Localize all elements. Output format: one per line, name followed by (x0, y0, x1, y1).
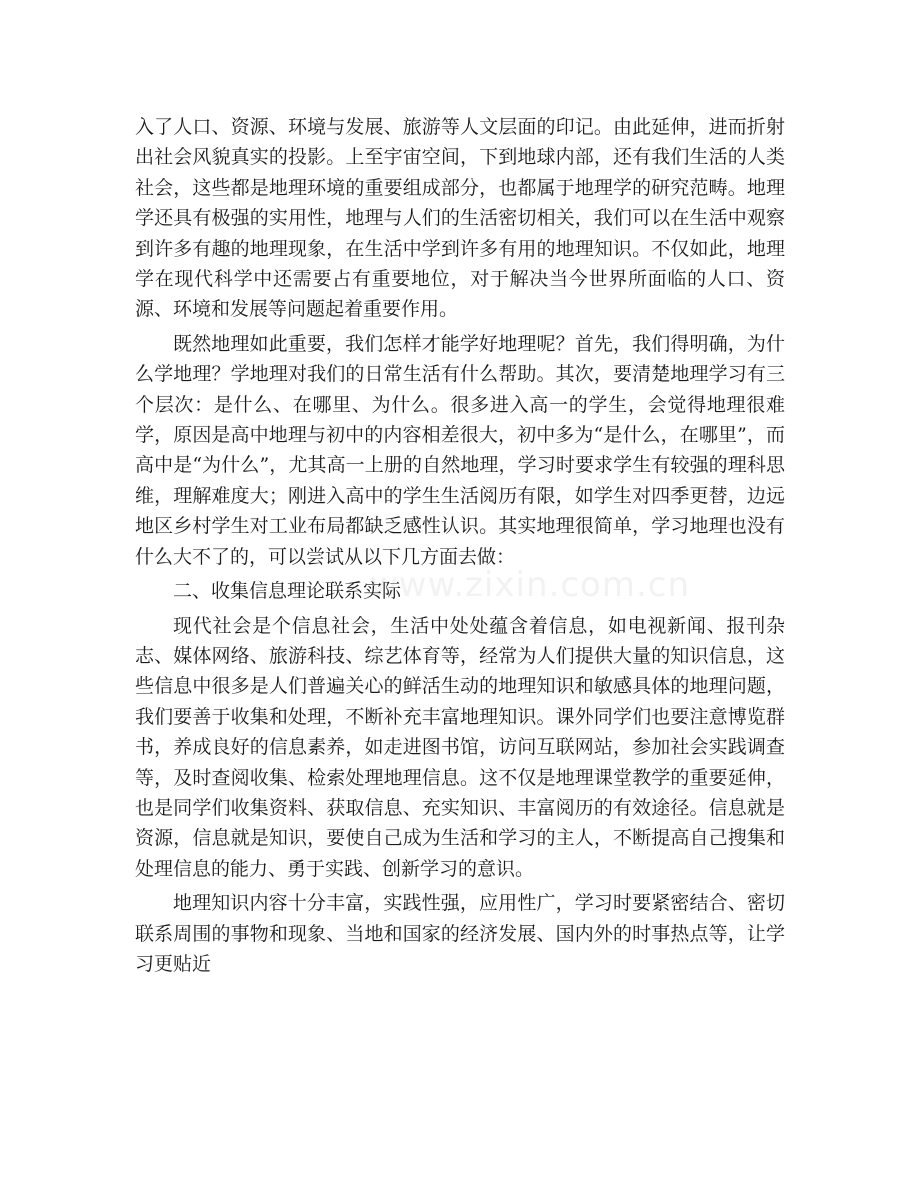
paragraph-continuation: 入了人口、资源、环境与发展、旅游等人文层面的印记。由此延伸，进而折射出社会风貌真实的投影。上至宇宙空间，下到地球内部，还有我们生活的人类社会，这些都是地理环境的重要组成部分，也都属于地理学的研究范畴。地理学还具有极强的实用性，地理与人们的生活密切相关，我们可以在生活中观察到许多有趣的地理现象，在生活中学到许多有用的地理知识。不仅如此，地理学在现代科学中还需要占有重要地位，对于解决当今世界所面临的人口、资源、环境和发展等问题起着重要作用。 (135, 116, 785, 321)
document-body (135, 112, 785, 983)
section-heading: 二、收集信息理论联系实际 (173, 580, 402, 603)
paragraph-information-society: 现代社会是个信息社会，生活中处处蕴含着信息，如电视新闻、报刊杂志、媒体网络、旅游科技、综艺体育等，经常为人们提供大量的知识信息，这些信息中很多是人们普遍关心的鲜活生动的地理知识和敏感具体的地理问题，我们要善于收集和处理，不断补充丰富地理知识。课外同学们也要注意博览群书，养成良好的信息素养，如走进图书馆，访问互联网站，参加社会实践调查等，及时查阅收集、检索处理地理信息。这不仅是地理课堂教学的重要延伸，也是同学们收集资料、获取信息、充实知识、丰富阅历的有效途径。信息就是资源，信息就是知识，要使自己成为生活和学习的主人，不断提高自己搜集和处理信息的能力、勇于实践、创新学习的意识。 (135, 614, 785, 880)
paragraph-geography-knowledge: 地理知识内容十分丰富，实践性强，应用性广，学习时要紧密结合、密切联系周围的事物和现象、当地和国家的经济发展、国内外的时事热点等，让学习更贴近 (135, 892, 785, 975)
watermark: www.zixin.com.cn (370, 565, 690, 605)
paragraph-how-to-learn: 既然地理如此重要，我们怎样才能学好地理呢？首先，我们得明确，为什么学地理？学地理对我们的日常生活有什么帮助。其次，要清楚地理学习有三个层次：是什么、在哪里、为什么。很多进入高一的学生，会觉得地理很难学，原因是高中地理与初中的内容相差很大，初中多为“是什么，在哪里”，而高中是“为什么”，尤其高一上册的自然地理，学习时要求学生有较强的理科思维，理解难度大；刚进入高中的学生生活阅历有限，如学生对四季更替，边远地区乡村学生对工业布局都缺乏感性认识。其实地理很简单，学习地理也没有什么大不了的，可以尝试从以下几方面去做： (135, 332, 785, 568)
